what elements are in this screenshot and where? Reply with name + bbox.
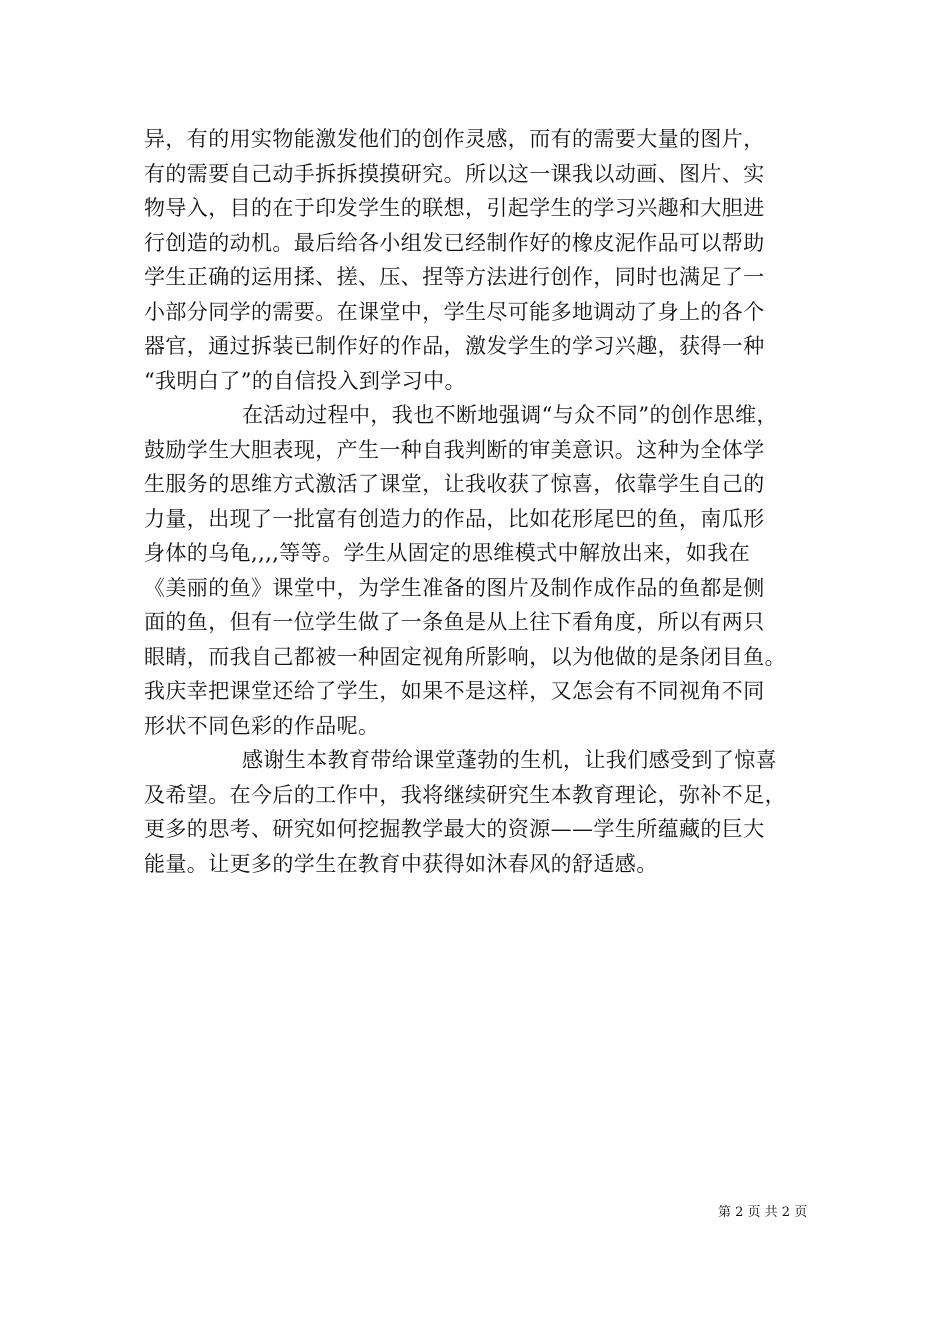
text-line: 能量。让更多的学生在教育中获得如沐春风的舒适感。 (144, 851, 658, 876)
text-line: 在活动过程中，我也不断地强调“与众不同”的创作思维， (242, 403, 778, 427)
text-line: 感谢生本教育带给课堂蓬勃的生机，让我们感受到了惊喜 (242, 748, 777, 772)
text-line: 面的鱼，但有一位学生做了一条鱼是从上往下看角度，所以有两只 (144, 610, 765, 634)
text-line: 形状不同色彩的作品呢。 (144, 713, 380, 738)
text-line: 力量，出现了一批富有创造力的作品，比如花形尾巴的鱼，南瓜形 (144, 506, 765, 531)
document-body (144, 122, 824, 881)
text-line: 我庆幸把课堂还给了学生，如果不是这样，又怎会有不同视角不同 (144, 679, 765, 703)
text-line: 更多的思考、研究如何挖掘教学最大的资源——学生所蕴藏的巨大 (144, 817, 765, 841)
paragraph (144, 122, 824, 398)
text-line: 行创造的动机。最后给各小组发已经制作好的橡皮泥作品可以帮助 (144, 230, 765, 255)
text-line: “我明白了”的自信投入到学习中。 (144, 368, 466, 393)
text-line: 异，有的用实物能激发他们的创作灵感，而有的需要大量的图片， (144, 127, 765, 151)
text-line: 小部分同学的需要。在课堂中，学生尽可能多地调动了身上的各个 (144, 299, 765, 324)
text-line: 生服务的思维方式激活了课堂，让我收获了惊喜，依靠学生自己的 (144, 472, 765, 496)
text-line: 《美丽的鱼》课堂中，为学生准备的图片及制作成作品的鱼都是侧 (144, 575, 765, 600)
text-line: 学生正确的运用揉、搓、压、捏等方法进行创作，同时也满足了一 (144, 265, 765, 289)
text-line: 有的需要自己动手拆拆摸摸研究。所以这一课我以动画、图片、实 (144, 161, 765, 186)
text-line: 身体的乌龟,,,,等等。学生从固定的思维模式中解放出来，如我在 (144, 541, 751, 565)
text-line: 及希望。在今后的工作中，我将继续研究生本教育理论，弥补不足， (144, 782, 786, 807)
paragraph (144, 398, 824, 743)
text-line: 眼睛，而我自己都被一种固定视角所影响，以为他做的是条闭目鱼。 (144, 644, 786, 669)
page-number: 第 2 页 共 2 页 (718, 1205, 808, 1220)
text-line: 物导入，目的在于印发学生的联想，引起学生的学习兴趣和大胆进 (144, 196, 765, 220)
paragraph (144, 743, 824, 881)
text-line: 鼓励学生大胆表现，产生一种自我判断的审美意识。这种为全体学 (144, 437, 765, 462)
text-line: 器官，通过拆装已制作好的作品，激发学生的学习兴趣，获得一种 (144, 334, 765, 358)
